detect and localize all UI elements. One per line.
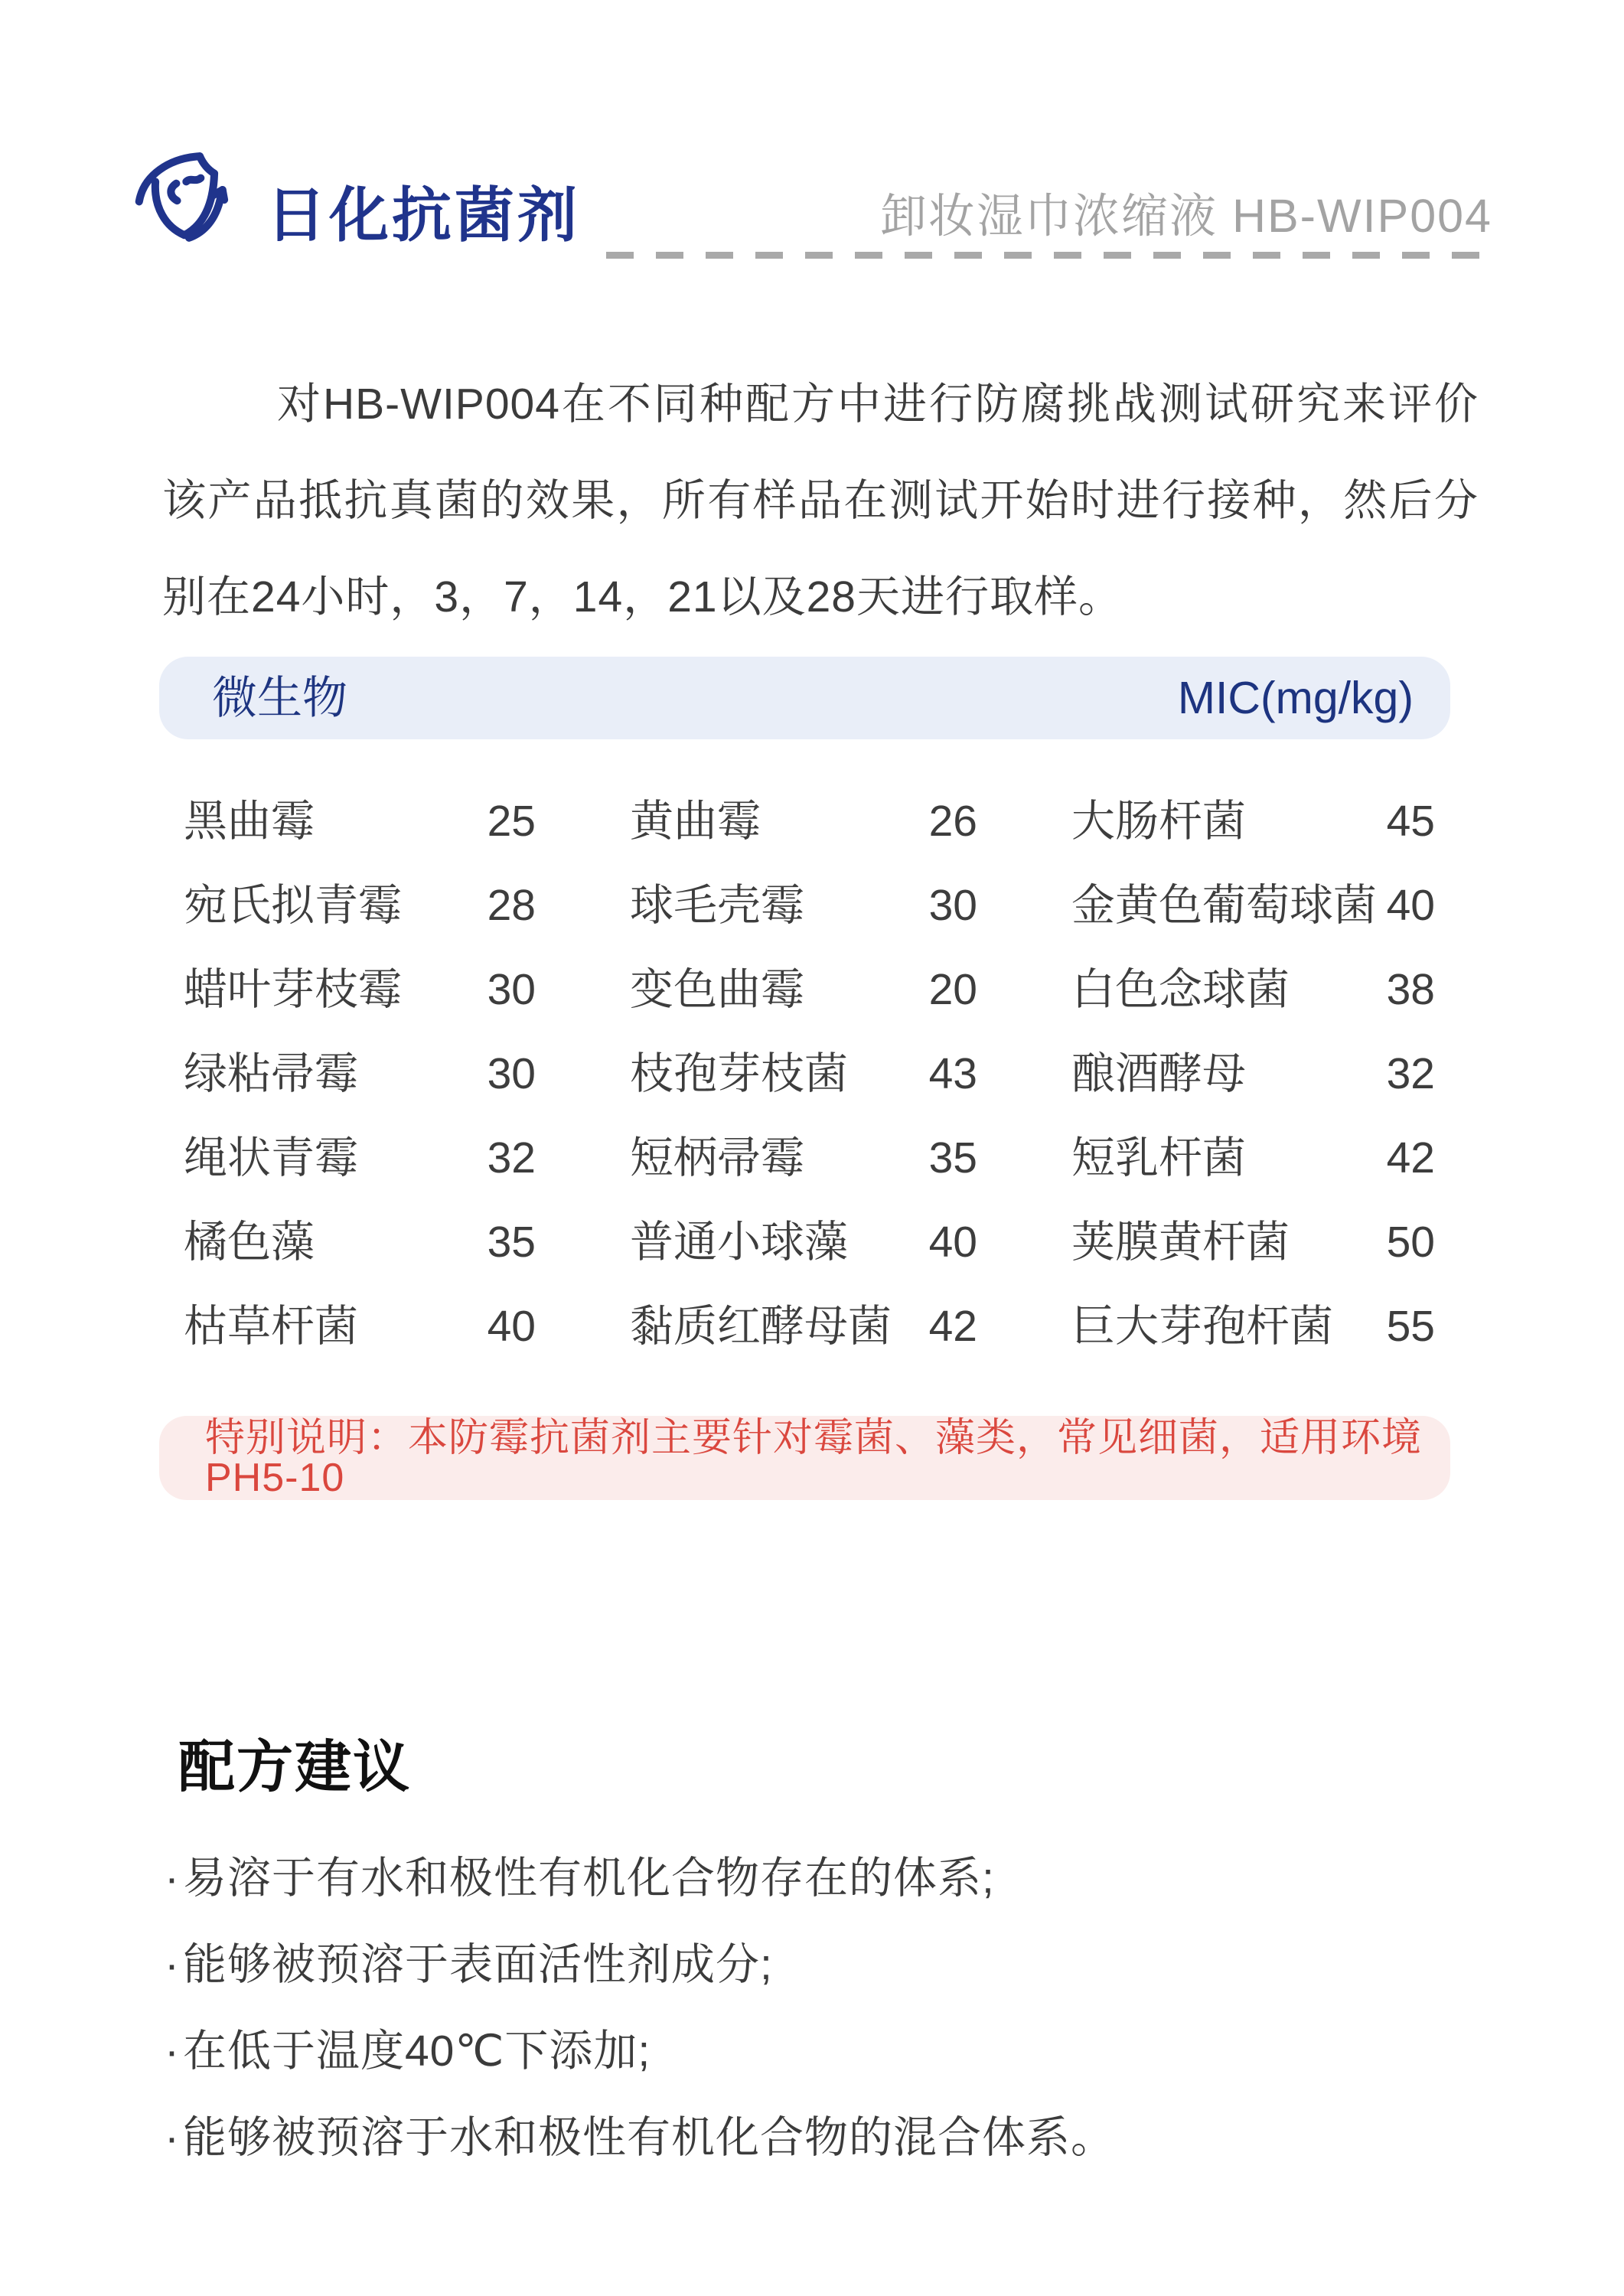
table-row [184, 1032, 536, 1116]
mic-value: 45 [1386, 797, 1435, 846]
table-row [184, 1200, 536, 1284]
mic-value: 42 [928, 1302, 977, 1351]
microbe-name: 黑曲霉 [184, 797, 315, 846]
header-right [606, 190, 1502, 259]
table-row [1071, 1200, 1435, 1284]
mic-value: 55 [1386, 1302, 1435, 1351]
list-item [165, 1922, 1496, 2008]
mic-value: 32 [1386, 1049, 1435, 1098]
table-row [184, 947, 536, 1032]
microbe-name: 短柄帚霉 [630, 1133, 804, 1182]
microbe-name: 橘色藻 [184, 1218, 315, 1267]
microbe-name: 金黄色葡萄球菌 [1071, 881, 1377, 930]
mic-value: 32 [487, 1133, 536, 1182]
special-note-text: 特别说明：本防霉抗菌剂主要针对霉菌、藻类，常见细菌，适用环境PH5-10 [205, 1416, 1423, 1500]
mic-value: 42 [1386, 1133, 1435, 1182]
brand-title: 日化抗菌剂 [266, 181, 581, 249]
table-row [630, 779, 977, 863]
mic-value: 20 [928, 965, 977, 1014]
table-row [630, 1284, 977, 1368]
table-row [1071, 863, 1435, 947]
microbe-name: 黄曲霉 [630, 797, 761, 846]
table-row [184, 1284, 536, 1368]
microbe-name: 荚膜黄杆菌 [1071, 1218, 1290, 1267]
suggestion-list [165, 1835, 1496, 2181]
mic-value: 40 [487, 1302, 536, 1351]
list-item-text: 能够被预溶于表面活性剂成分; [182, 1940, 773, 1989]
list-item [165, 2008, 1496, 2095]
mic-value: 30 [487, 965, 536, 1014]
bullet-dot: · [165, 1940, 180, 1989]
list-item [165, 2095, 1496, 2181]
microbe-name: 绳状青霉 [184, 1133, 358, 1182]
microbe-name: 绿粘帚霉 [184, 1049, 358, 1098]
mic-value: 43 [928, 1049, 977, 1098]
list-item-text: 易溶于有水和极性有机化合物存在的体系; [182, 1854, 995, 1903]
microbe-name: 蜡叶芽枝霉 [184, 965, 402, 1014]
mic-value: 35 [487, 1218, 536, 1267]
mic-value: 30 [928, 881, 977, 930]
bullet-dot: · [165, 2113, 180, 2162]
dashed-divider [606, 252, 1502, 259]
table-row [184, 779, 536, 863]
intro-paragraph: 对HB-WIP004在不同种配方中进行防腐挑战测试研究来评价该产品抵抗真菌的效果，所有样品在测试开始时进行接种，然后分别在24小时，3，7，14，21以及28天进行取样。 [162, 380, 1479, 621]
microbe-name: 普通小球藻 [630, 1218, 848, 1267]
mic-value: 35 [928, 1133, 977, 1182]
table-row [630, 1032, 977, 1116]
microbe-name: 白色念球菌 [1071, 965, 1290, 1014]
bullet-dot: · [165, 2027, 180, 2076]
table-row [1071, 1284, 1435, 1368]
mic-value: 28 [487, 881, 536, 930]
bullet-dot: · [165, 1854, 180, 1903]
table-row [630, 863, 977, 947]
table-row [184, 863, 536, 947]
mic-value: 38 [1386, 965, 1435, 1014]
microbe-name: 黏质红酵母菌 [630, 1302, 892, 1351]
list-item-text: 能够被预溶于水和极性有机化合物的混合体系。 [182, 2113, 1115, 2162]
microbe-name: 变色曲霉 [630, 965, 804, 1014]
page-header [130, 144, 1502, 259]
microbe-name: 枯草杆菌 [184, 1302, 358, 1351]
suggestion-title: 配方建议 [178, 1735, 411, 1799]
list-item [165, 1835, 1496, 1922]
microbe-name: 短乳杆菌 [1071, 1133, 1246, 1182]
special-note-box [159, 1416, 1450, 1500]
microbe-name: 宛氏拟青霉 [184, 881, 402, 930]
column-header-microbe: 微生物 [212, 672, 348, 723]
microbe-name: 大肠杆菌 [1071, 797, 1246, 846]
table-row [1071, 1116, 1435, 1200]
mic-value: 30 [487, 1049, 536, 1098]
mic-value: 40 [1386, 881, 1435, 930]
mic-table [184, 779, 1435, 1368]
table-row [630, 1116, 977, 1200]
table-header-bar [159, 657, 1450, 739]
mic-value: 25 [487, 797, 536, 846]
table-row [630, 947, 977, 1032]
microbe-name: 巨大芽孢杆菌 [1071, 1302, 1333, 1351]
table-row [1071, 1032, 1435, 1116]
mic-value: 40 [928, 1218, 977, 1267]
table-row [184, 1116, 536, 1200]
table-row [1071, 779, 1435, 863]
mic-value: 26 [928, 797, 977, 846]
product-title: 卸妆湿巾浓缩液 HB-WIP004 [880, 190, 1492, 242]
microbe-name: 球毛壳霉 [630, 881, 804, 930]
microbe-name: 酿酒酵母 [1071, 1049, 1246, 1098]
list-item-text: 在低于温度40℃下添加; [182, 2027, 651, 2076]
column-header-mic: MIC(mg/kg) [1177, 672, 1414, 723]
shield-face-arrow-icon [130, 145, 259, 259]
table-row [630, 1200, 977, 1284]
microbe-name: 枝孢芽枝菌 [630, 1049, 848, 1098]
mic-value: 50 [1386, 1218, 1435, 1267]
table-row [1071, 947, 1435, 1032]
